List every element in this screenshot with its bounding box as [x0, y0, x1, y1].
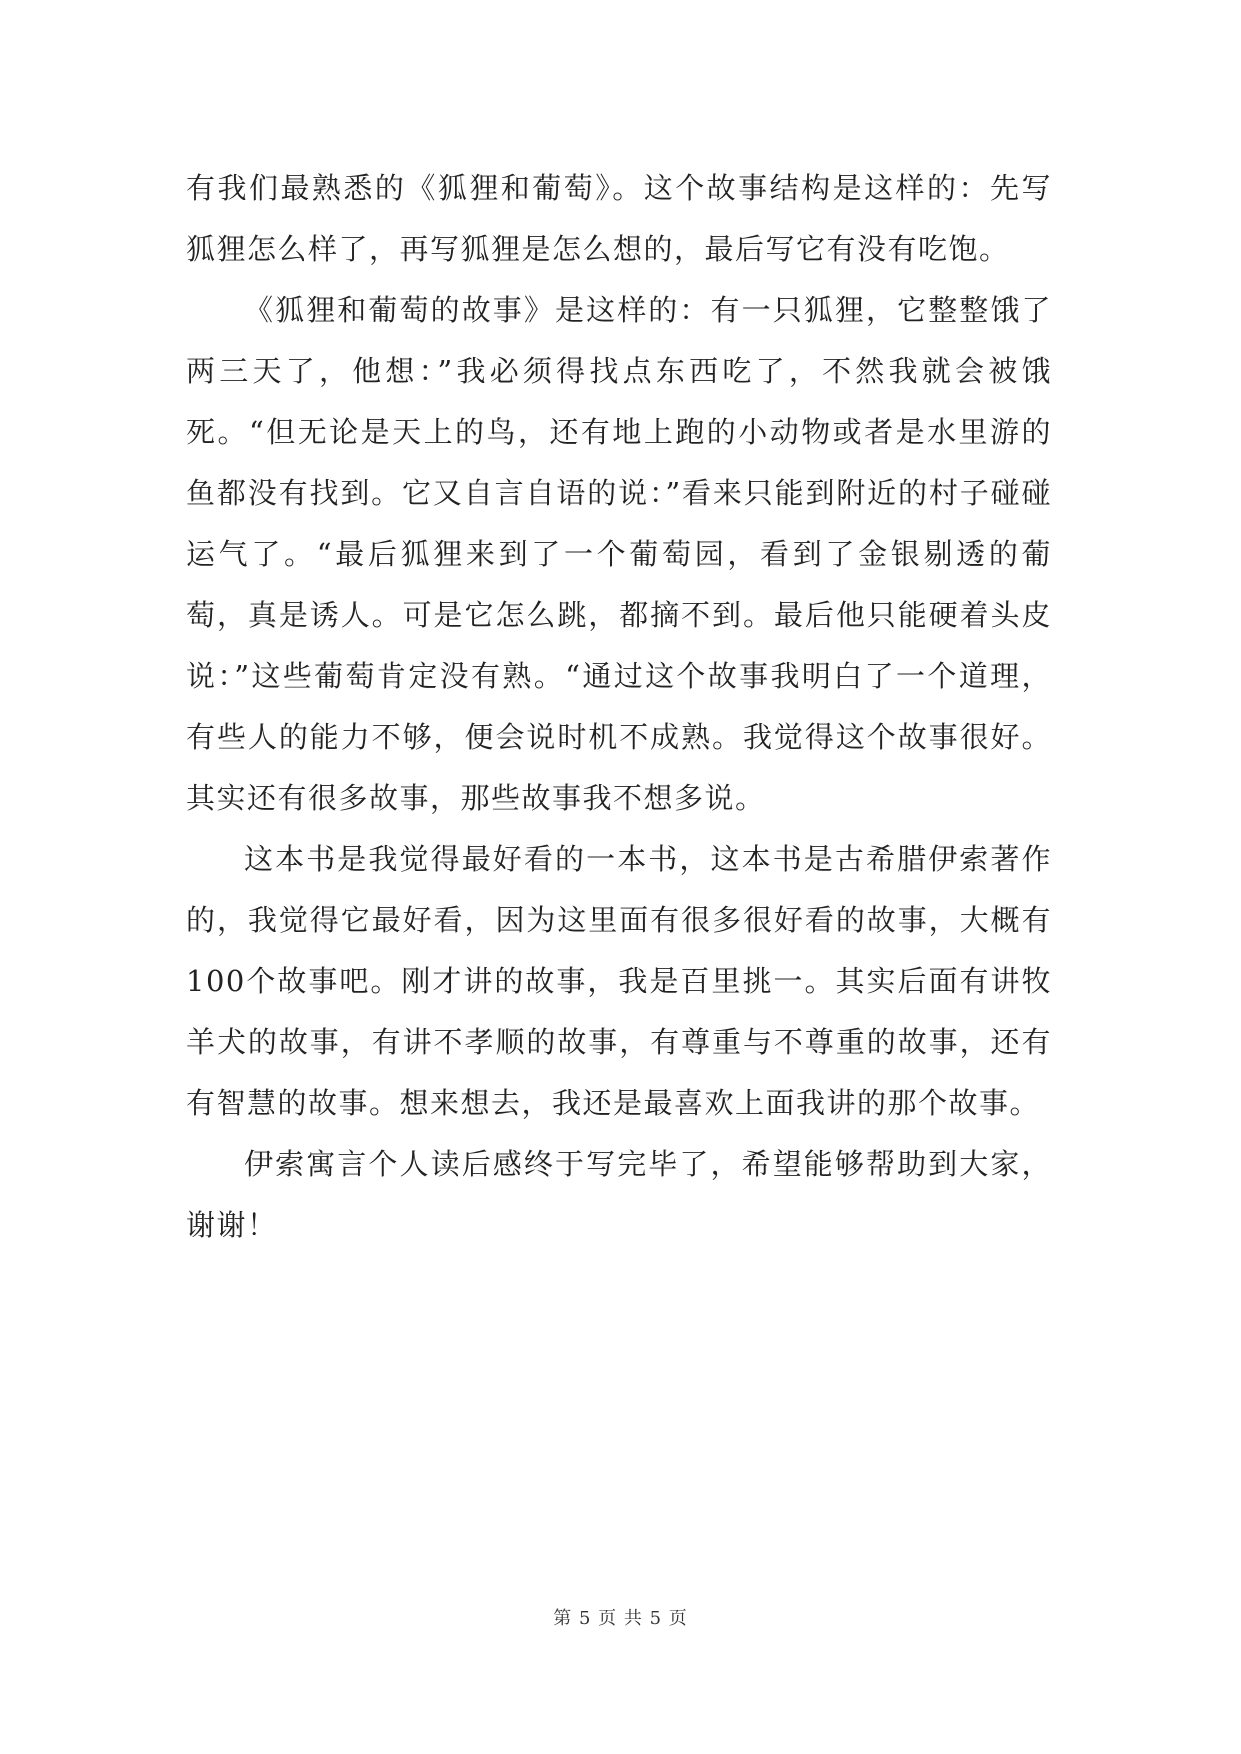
- paragraph-fox-story-detail: 《狐狸和葡萄的故事》是这样的：有一只狐狸，它整整饿了两三天了，他想：”我必须得找点东西吃了，不然我就会被饿死。“但无论是天上的鸟，还有地上跑的小动物或者是水里游的鱼都没有找到。它又自言自语的说：”看来只能到附近的村子碰碰运气了。“最后狐狸来到了一个葡萄园，看到了金银剔透的葡萄，真是诱人。可是它怎么跳，都摘不到。最后他只能硬着头皮说：”这些葡萄肯定没有熟。“通过这个故事我明白了一个道理，有些人的能力不够，便会说时机不成熟。我觉得这个故事很好。其实还有很多故事，那些故事我不想多说。: [186, 293, 1052, 815]
- page-number-footer: 第 5 页 共 5 页: [553, 1608, 688, 1629]
- paragraph-fox-story-intro: 有我们最熟悉的《狐狸和葡萄》。这个故事结构是这样的：先写狐狸怎么样了，再写狐狸是怎么想的，最后写它有没有吃饱。: [186, 171, 1052, 266]
- document-body: [186, 158, 1052, 1256]
- paragraph-book-opinion: 这本书是我觉得最好看的一本书，这本书是古希腊伊索著作的，我觉得它最好看，因为这里面有很多很好看的故事，大概有100个故事吧。刚才讲的故事，我是百里挑一。其实后面有讲牧羊犬的故事，有讲不孝顺的故事，有尊重与不尊重的故事，还有有智慧的故事。想来想去，我还是最喜欢上面我讲的那个故事。: [186, 842, 1052, 1120]
- paragraph-closing: 伊索寓言个人读后感终于写完毕了，希望能够帮助到大家，谢谢！: [186, 1147, 1052, 1242]
